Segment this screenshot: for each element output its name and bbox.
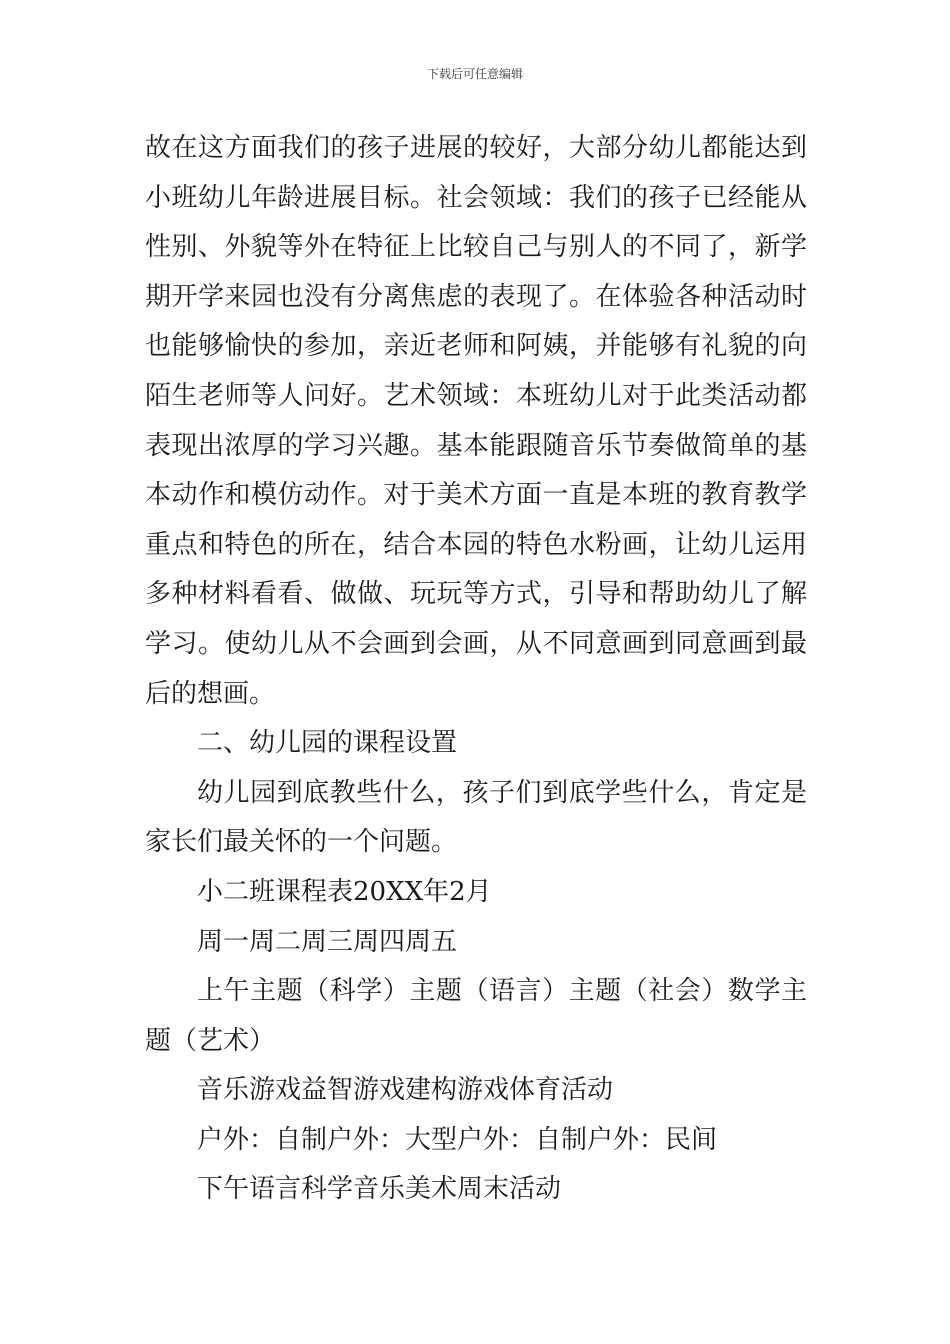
schedule-title: 小二班课程表20XX年2月 bbox=[197, 876, 492, 907]
schedule-games: 音乐游戏益智游戏建构游戏体育活动 bbox=[197, 1075, 614, 1106]
paragraph-parents-concern: 幼儿园到底教些什么，孩子们到底学些什么，肯定是家长们最关怀的一个问题。 bbox=[145, 777, 807, 858]
paragraph-development-goals: 故在这方面我们的孩子进展的较好，大部分幼儿都能达到小班幼儿年龄进展目标。社会领域：我们的孩子已经能从性别、外貌等外在特征上比较自己与别人的不同了，新学期开学来园也没有分离焦虑的表现了。在体验各种活动时也能够愉快的参加，亲近老师和阿姨，并能够有礼貌的向陌生老师等人问好。艺术领域：本班幼儿对于此类活动都表现出浓厚的学习兴趣。基本能跟随音乐节奏做简单的基本动作和模仿动作。对于美术方面一直是本班的教育教学重点和特色的所在，结合本园的特色水粉画，让幼儿运用多种材料看看、做做、玩玩等方式，引导和帮助幼儿了解学习。使幼儿从不会画到会画，从不同意画到同意画到最后的想画。 bbox=[145, 133, 807, 709]
document-body bbox=[145, 124, 807, 1215]
schedule-morning-themes: 上午主题（科学）主题（语言）主题（社会）数学主题（艺术） bbox=[145, 976, 807, 1056]
section-heading-curriculum: 二、幼儿园的课程设置 bbox=[197, 728, 458, 759]
schedule-weekdays: 周一周二周三周四周五 bbox=[197, 926, 458, 957]
schedule-afternoon: 下午语言科学音乐美术周末活动 bbox=[197, 1174, 562, 1205]
page-header: 下载后可任意编辑 bbox=[426, 67, 523, 81]
schedule-outdoor: 户外：自制户外：大型户外：自制户外：民间 bbox=[197, 1124, 718, 1155]
